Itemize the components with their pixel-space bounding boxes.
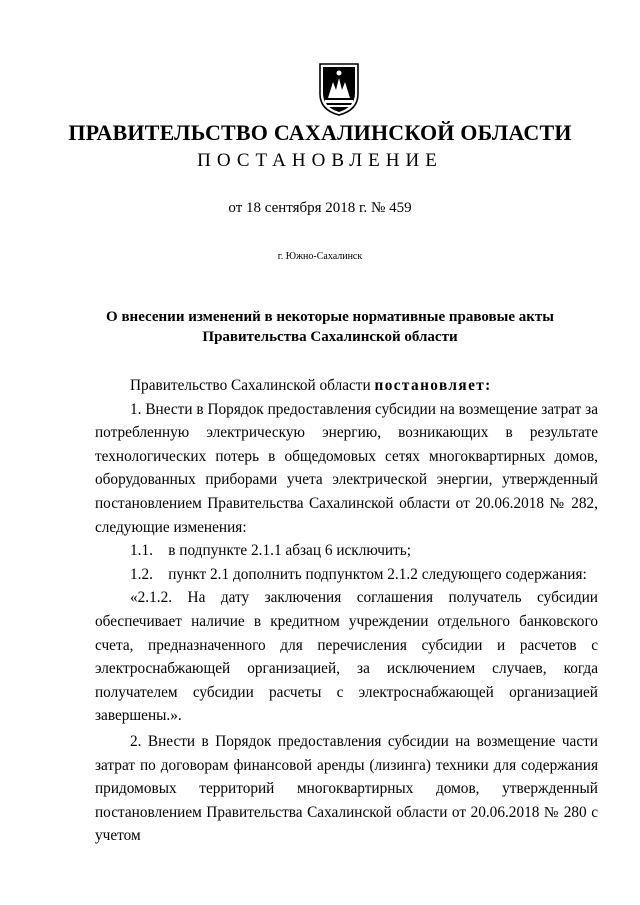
government-title: ПРАВИТЕЛЬСТВО САХАЛИНСКОЙ ОБЛАСТИ bbox=[68, 120, 572, 145]
document-type: ПОСТАНОВЛЕНИЕ bbox=[197, 150, 443, 171]
subject-line-2: Правительства Сахалинской области bbox=[202, 329, 458, 345]
document-body bbox=[95, 374, 598, 848]
coat-of-arms-icon bbox=[317, 60, 361, 116]
subject-line-1: О внесении изменений в некоторые нормативные правовые акты bbox=[106, 309, 554, 325]
preamble-lead: Правительство Сахалинской области bbox=[130, 377, 375, 394]
document-subject bbox=[90, 307, 570, 347]
preamble bbox=[95, 374, 598, 398]
paragraph-2: 2. Внести в Порядок предоставления субсидии на возмещение части затрат по договорам финансовой аренды (лизинга) техники для содержания придомовых территорий многоквартирных домов, утвержденный постановлением Правительства Сахалинской области от 20.06.2018 № 280 с учетом bbox=[95, 732, 598, 845]
quoted-subparagraph: «2.1.2. На дату заключения соглашения получатель субсидии обеспечивает наличие в кредитном учреждении отдельного банковского счета, предназначенного для перечисления субсидии и расчетов с электроснабжающей организацией, за исключением случаев, когда получателем субсидии расчеты с электроснабжающей организацией завершены.». bbox=[95, 589, 598, 725]
paragraph-1-2: 1.2. пункт 2.1 дополнить подпунктом 2.1.2 следующего содержания: bbox=[130, 565, 587, 583]
paragraph-1-1: 1.1. в подпункте 2.1.1 абзац 6 исключить; bbox=[130, 542, 411, 560]
preamble-resolves: постановляет: bbox=[374, 377, 492, 394]
document-city: г. Южно-Сахалинск bbox=[277, 251, 363, 262]
document-date-number: от 18 сентября 2018 г. № 459 bbox=[228, 200, 412, 216]
paragraph-1: 1. Внести в Порядок предоставления субсидии на возмещение затрат за потребленную электрическую энергию, возникающих в результате технологических потерь в общедомовых сетях многоквартирных домов, оборудованных приборами учета электрической энергии, утвержденный постановлением Правительства Сахалинской области от 20.06.2018 № 282, следующие изменения: bbox=[95, 400, 598, 536]
